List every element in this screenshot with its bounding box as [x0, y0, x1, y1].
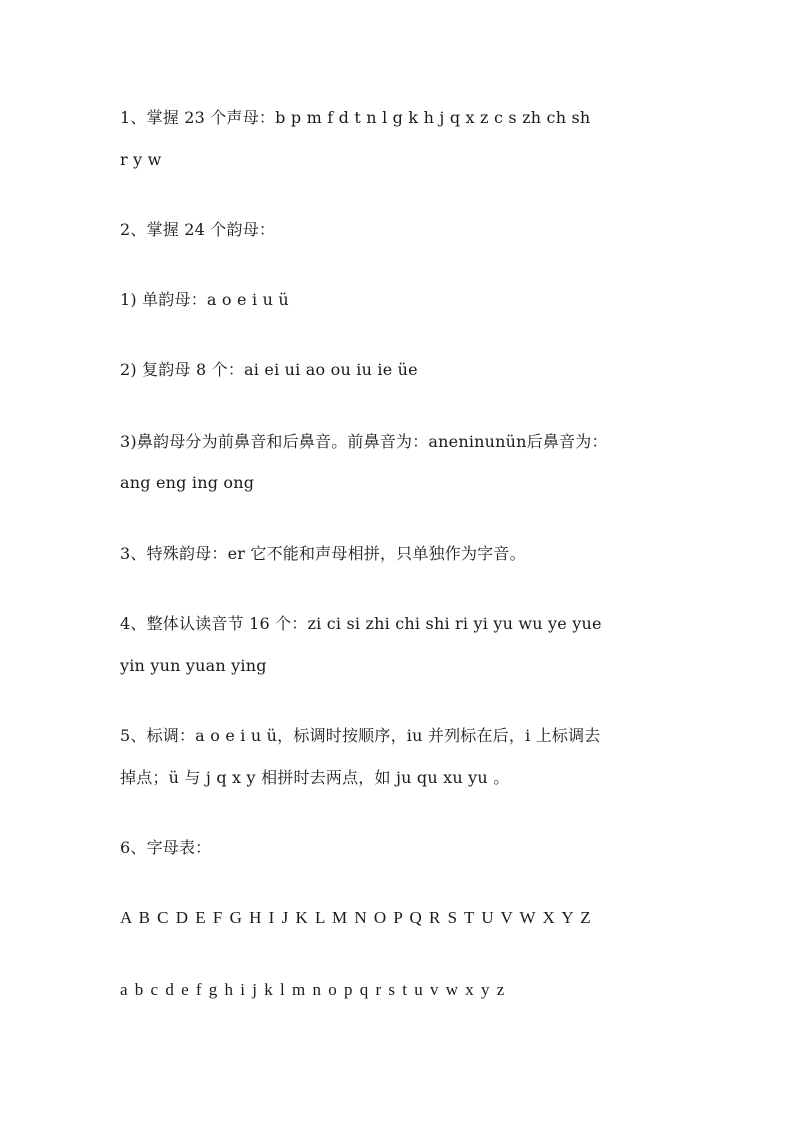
- nasal-finals-line-1: 3)鼻韵母分为前鼻音和后鼻音。前鼻音为：aneninunün后鼻音为：: [120, 432, 608, 451]
- lowercase-alphabet: a b c d e f g h i j k l m n o p q r s t u v w x y z: [120, 980, 506, 999]
- initials-line-2: r y w: [120, 150, 162, 169]
- whole-syllables-line-2: yin yun yuan ying: [120, 656, 267, 675]
- nasal-finals-line-2: ang eng ing ong: [120, 473, 255, 492]
- initials-line-1: 1、掌握 23 个声母：b p m f d t n l g k h j q x z c s zh ch sh: [120, 108, 591, 127]
- simple-finals-line: 1) 单韵母：a o e i u ü: [120, 290, 289, 309]
- uppercase-alphabet: A B C D E F G H I J K L M N O P Q R S T U V W X Y Z: [120, 908, 593, 927]
- finals-heading: 2、掌握 24 个韵母：: [120, 220, 276, 239]
- special-final-line: 3、特殊韵母：er 它不能和声母相拼，只单独作为字音。: [120, 544, 526, 563]
- tone-marking-line-1: 5、标调：a o e i u ü，标调时按顺序，iu 并列标在后，i 上标调去: [120, 726, 601, 745]
- whole-syllables-line-1: 4、整体认读音节 16 个：zi ci si zhi chi shi ri yi yu wu ye yue: [120, 614, 602, 633]
- tone-marking-line-2: 掉点；ü 与 j q x y 相拼时去两点，如 ju qu xu yu 。: [120, 768, 510, 787]
- compound-finals-line: 2) 复韵母 8 个：ai ei ui ao ou iu ie üe: [120, 360, 418, 379]
- alphabet-heading: 6、字母表：: [120, 838, 212, 857]
